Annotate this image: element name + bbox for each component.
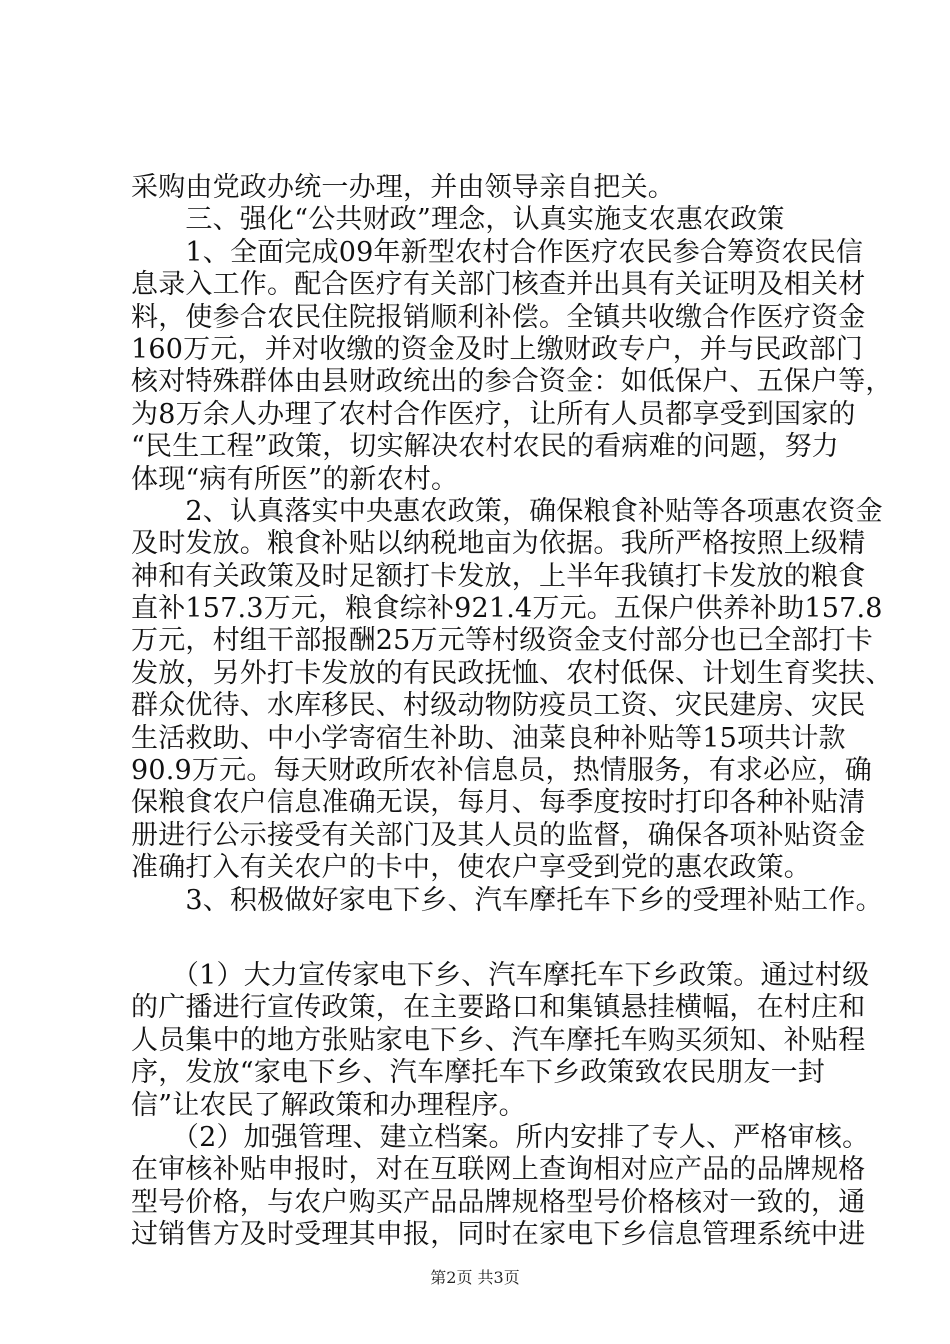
text-line: 为8万余人办理了农村合作医疗，让所有人员都享受到国家的	[131, 398, 856, 430]
section-heading: 三、强化“公共财政”理念，认真实施支农惠农政策	[131, 204, 785, 236]
text-line: 90.9万元。每天财政所农补信息员，热情服务，有求必应，确	[131, 755, 872, 787]
text-line: 过销售方及时受理其申报，同时在家电下乡信息管理系统中进	[131, 1219, 866, 1251]
text-line: 核对特殊群体由县财政统出的参合资金：如低保户、五保户等，	[131, 366, 893, 398]
text-line: 息录入工作。配合医疗有关部门核查并出具有关证明及相关材	[131, 269, 866, 301]
text-line: 人员集中的地方张贴家电下乡、汽车摩托车购买须知、补贴程	[131, 1024, 866, 1056]
text-line: 万元，村组干部报酬25万元等村级资金支付部分也已全部打卡	[131, 625, 873, 657]
text-line: 2、认真落实中央惠农政策，确保粮食补贴等各项惠农资金	[131, 495, 883, 527]
text-line: 册进行公示接受有关部门及其人员的监督，确保各项补贴资金	[131, 819, 866, 851]
paragraph-gap	[131, 917, 831, 960]
text-line: 神和有关政策及时足额打卡发放，上半年我镇打卡发放的粮食	[131, 560, 866, 592]
text-line: （1）大力宣传家电下乡、汽车摩托车下乡政策。通过村级	[131, 959, 870, 991]
text-line: （2）加强管理、建立档案。所内安排了专人、严格审核。	[131, 1121, 870, 1153]
text-line: 信”让农民了解政策和办理程序。	[131, 1089, 526, 1121]
page-footer: 第2页 共3页	[430, 1268, 520, 1287]
text-line: “民生工程”政策，切实解决农村农民的看病难的问题，努力	[131, 431, 840, 463]
text-line: 160万元，并对收缴的资金及时上缴财政专户，并与民政部门	[131, 333, 864, 365]
body-text	[131, 172, 893, 1252]
text-line: 在审核补贴申报时，对在互联网上查询相对应产品的品牌规格	[131, 1154, 866, 1186]
text-line: 群众优待、水库移民、村级动物防疫员工资、灾民建房、灾民	[131, 690, 866, 722]
text-line: 直补157.3万元，粮食综补921.4万元。五保户供养补助157.8	[131, 593, 883, 625]
text-line: 体现“病有所医”的新农村。	[131, 463, 459, 495]
text-line: 及时发放。粮食补贴以纳税地亩为依据。我所严格按照上级精	[131, 528, 866, 560]
text-line: 保粮食农户信息准确无误，每月、每季度按时打印各种补贴清	[131, 787, 866, 819]
text-line: 1、全面完成09年新型农村合作医疗农民参合筹资农民信	[131, 236, 864, 268]
text-line: 的广播进行宣传政策，在主要路口和集镇悬挂横幅，在村庄和	[131, 992, 866, 1024]
text-line: 序，发放“家电下乡、汽车摩托车下乡政策致农民朋友一封	[131, 1057, 826, 1089]
text-line: 采购由党政办统一办理，并由领导亲自把关。	[131, 172, 675, 203]
text-line: 型号价格，与农户购买产品品牌规格型号价格核对一致的，通	[131, 1186, 866, 1218]
text-line: 料，使参合农民住院报销顺利补偿。全镇共收缴合作医疗资金	[131, 301, 866, 333]
text-line: 3、积极做好家电下乡、汽车摩托车下乡的受理补贴工作。	[131, 884, 883, 916]
text-line: 准确打入有关农户的卡中，使农户享受到党的惠农政策。	[131, 852, 811, 884]
text-line: 发放，另外打卡发放的有民政抚恤、农村低保、计划生育奖扶、	[131, 657, 893, 689]
text-line: 生活救助、中小学寄宿生补助、油菜良种补贴等15项共计款	[131, 722, 846, 754]
